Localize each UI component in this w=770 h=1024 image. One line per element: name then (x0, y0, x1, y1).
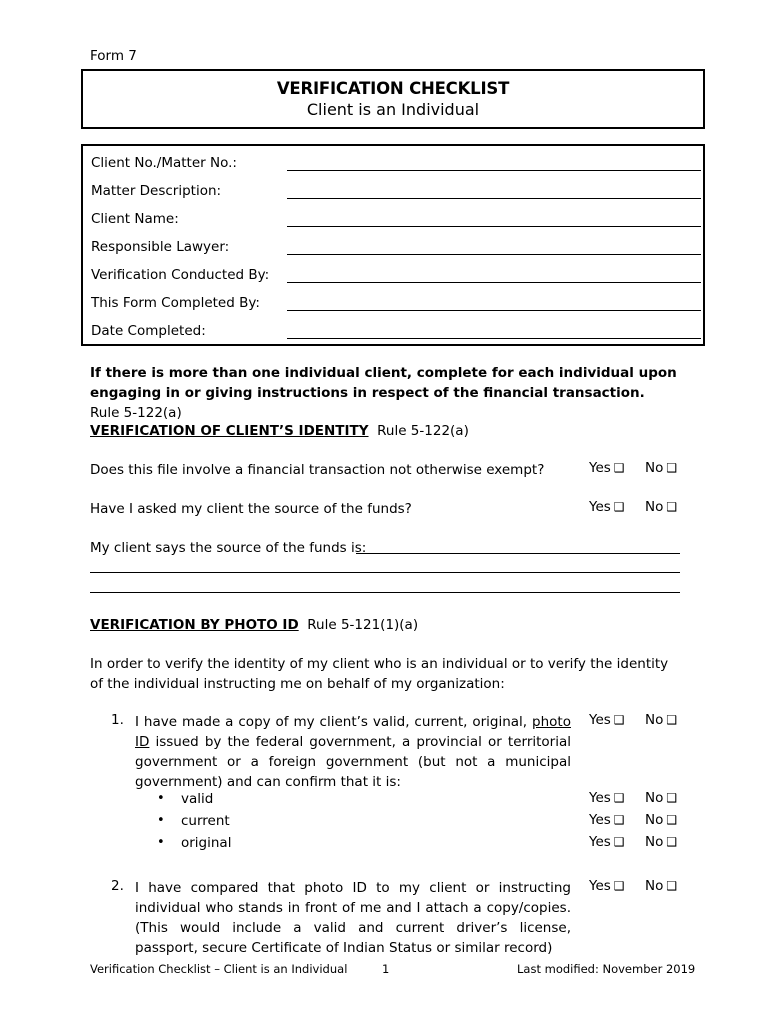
page-number: 1 (382, 962, 390, 976)
photo-id-section-heading (90, 615, 682, 635)
page-subtitle: Client is an Individual (306, 100, 480, 119)
section-heading: VERIFICATION BY PHOTO ID (90, 617, 299, 633)
field-label: Verification Conducted By: (91, 267, 270, 283)
bullet-icon: • (157, 835, 165, 850)
section-rule: Rule 5-122(a) (377, 423, 469, 439)
page-title: VERIFICATION CHECKLIST (276, 79, 510, 98)
field-label: Client No./Matter No.: (91, 155, 237, 171)
field-label: Responsible Lawyer: (91, 239, 230, 255)
field-input-line[interactable] (287, 282, 701, 283)
checkbox-icon: ❑ (666, 713, 678, 727)
item-1-text: I have made a copy of my client’s valid, current, original, photo ID issued by the federal government, a provincial or territorial government or a foreign government (but not a municipal government) and can confirm that it is: (135, 714, 571, 790)
field-client-name (91, 205, 701, 233)
field-responsible-lawyer (91, 233, 701, 261)
item-2-text: I have compared that photo ID to my client or instructing individual who stands in front of me and I attach a copy/copies. (This would include a valid and current driver’s license, passport, secure Certificate of Indian Status or similar record) (135, 880, 571, 956)
checkbox-icon: ❑ (666, 791, 678, 805)
field-input-line[interactable] (287, 226, 701, 227)
source-of-funds-line[interactable] (356, 553, 680, 554)
question-financial-transaction: Does this file involve a financial transaction not otherwise exempt? (90, 462, 545, 478)
checkbox-icon: ❑ (613, 835, 625, 849)
yes-checkbox[interactable]: Yes ❑ (589, 812, 625, 828)
bullet-current: current (181, 813, 230, 829)
question-source-of-funds: Have I asked my client the source of the funds? (90, 501, 412, 517)
field-verification-conducted-by (91, 261, 701, 289)
field-label: Client Name: (91, 211, 179, 227)
field-input-line[interactable] (287, 254, 701, 255)
checkbox-icon: ❑ (666, 879, 678, 893)
intro-rule: Rule 5-122(a) (90, 405, 182, 421)
checkbox-icon: ❑ (613, 461, 625, 475)
form-number: Form 7 (90, 48, 137, 64)
no-checkbox[interactable]: No ❑ (645, 499, 678, 515)
yes-checkbox[interactable]: Yes ❑ (589, 499, 625, 515)
field-form-completed-by (91, 289, 701, 317)
field-input-line[interactable] (287, 198, 701, 199)
item-number: 2. (111, 878, 124, 894)
checkbox-icon: ❑ (666, 461, 678, 475)
title-box (81, 69, 705, 129)
yes-checkbox[interactable]: Yes ❑ (589, 834, 625, 850)
bullet-icon: • (157, 813, 165, 828)
bullet-original: original (181, 835, 232, 851)
checkbox-icon: ❑ (666, 500, 678, 514)
checkbox-icon: ❑ (613, 500, 625, 514)
source-of-funds-line[interactable] (90, 572, 680, 573)
checkbox-icon: ❑ (613, 791, 625, 805)
field-matter-description (91, 177, 701, 205)
no-checkbox[interactable]: No ❑ (645, 712, 678, 728)
intro-paragraph (90, 363, 682, 423)
field-client-matter-no (91, 149, 701, 177)
identity-section-heading (90, 421, 682, 441)
field-input-line[interactable] (287, 310, 701, 311)
no-checkbox[interactable]: No ❑ (645, 878, 678, 894)
field-date-completed (91, 317, 701, 345)
yes-checkbox[interactable]: Yes ❑ (589, 878, 625, 894)
section-rule: Rule 5-121(1)(a) (307, 617, 419, 633)
photo-id-link[interactable]: photo ID (135, 714, 571, 750)
field-label: This Form Completed By: (91, 295, 260, 311)
checkbox-icon: ❑ (666, 813, 678, 827)
last-modified: Last modified: November 2019 (517, 962, 696, 976)
photo-id-intro: In order to verify the identity of my client who is an individual or to verify the identity of the individual instructing me on behalf of my organization: (90, 656, 669, 692)
field-label: Date Completed: (91, 323, 206, 339)
bullet-icon: • (157, 791, 165, 806)
field-input-line[interactable] (287, 170, 701, 171)
checkbox-icon: ❑ (613, 813, 625, 827)
bullet-valid: valid (181, 791, 214, 807)
yes-checkbox[interactable]: Yes ❑ (589, 460, 625, 476)
source-of-funds-line[interactable] (90, 592, 680, 593)
section-heading: VERIFICATION OF CLIENT’S IDENTITY (90, 423, 369, 439)
source-of-funds-label: My client says the source of the funds is: (90, 540, 367, 556)
checkbox-icon: ❑ (613, 713, 625, 727)
no-checkbox[interactable]: No ❑ (645, 460, 678, 476)
yes-checkbox[interactable]: Yes ❑ (589, 790, 625, 806)
field-label: Matter Description: (91, 183, 222, 199)
intro-bold-text: If there is more than one individual client, complete for each individual upon engaging in or giving instructions in respect of the financial transaction. (90, 365, 677, 401)
footer-title: Verification Checklist – Client is an Individual (90, 962, 348, 976)
client-info-box (81, 144, 705, 346)
no-checkbox[interactable]: No ❑ (645, 812, 678, 828)
no-checkbox[interactable]: No ❑ (645, 834, 678, 850)
checkbox-icon: ❑ (666, 835, 678, 849)
checkbox-icon: ❑ (613, 879, 625, 893)
field-input-line[interactable] (287, 338, 701, 339)
yes-checkbox[interactable]: Yes ❑ (589, 712, 625, 728)
no-checkbox[interactable]: No ❑ (645, 790, 678, 806)
item-number: 1. (111, 712, 124, 728)
